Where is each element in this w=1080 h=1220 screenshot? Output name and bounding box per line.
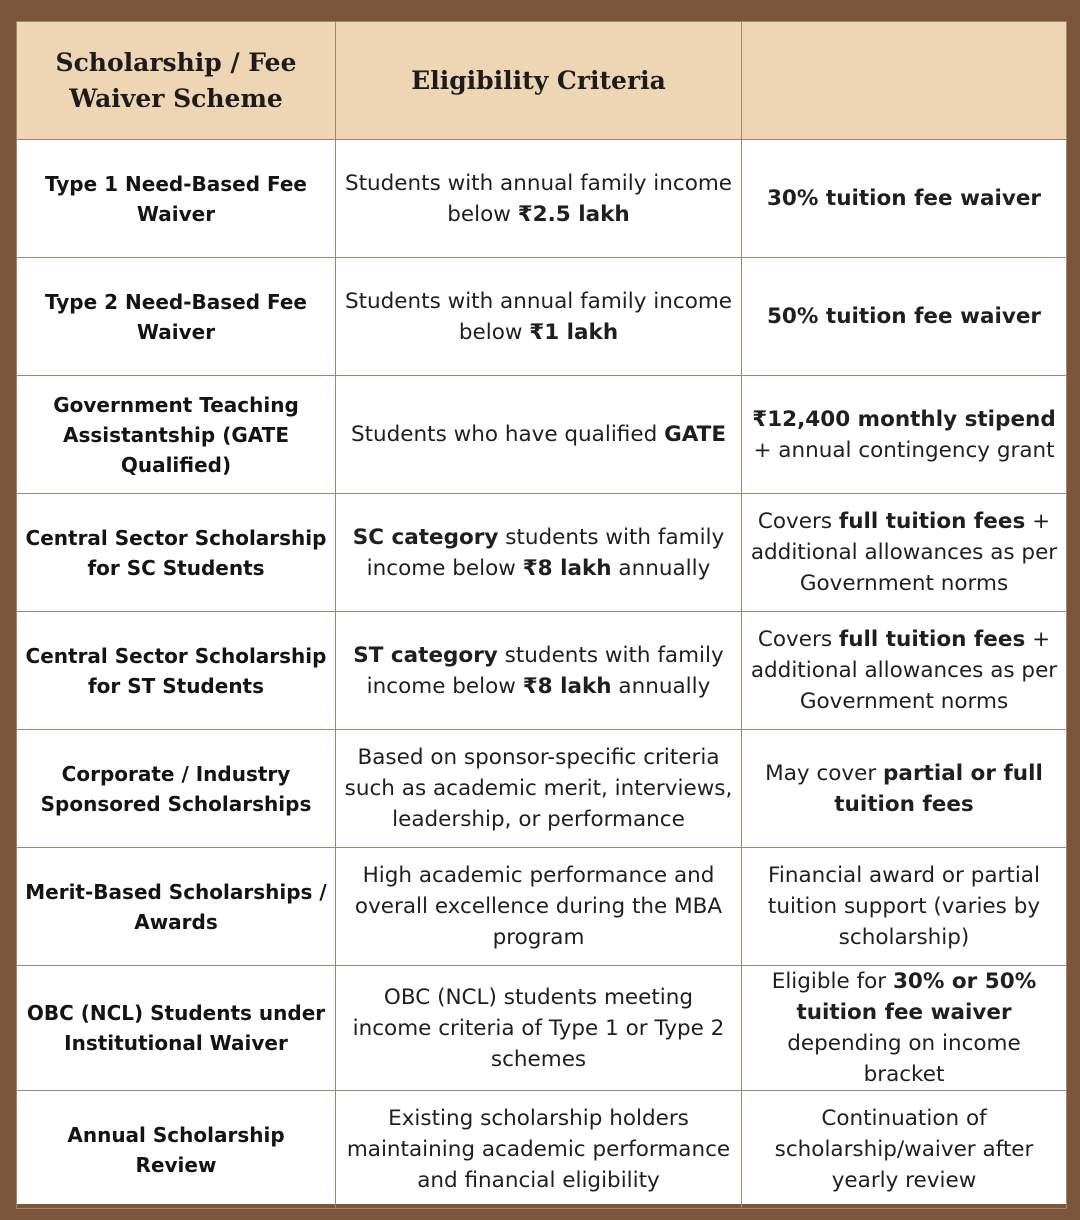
bold-text: ₹2.5 lakh bbox=[517, 201, 630, 227]
text-segment: + annual contingency grant bbox=[753, 437, 1055, 463]
text-segment: Students who have qualified bbox=[350, 422, 665, 447]
text-segment: students with family income below bbox=[366, 524, 725, 581]
bold-text: ₹1 lakh bbox=[529, 319, 619, 345]
text-segment: May cover bbox=[765, 760, 884, 786]
text-segment: Continuation of scholarship/waiver after yearly review bbox=[774, 1106, 1034, 1193]
table-row bbox=[17, 612, 1067, 730]
benefit-cell bbox=[742, 140, 1067, 258]
table-row bbox=[17, 258, 1067, 376]
scheme-cell: Type 1 Need-Based Fee Waiver bbox=[17, 140, 336, 258]
text-segment: annually bbox=[611, 555, 711, 581]
bold-text: SC category bbox=[352, 524, 499, 550]
text-segment: + additional allowances as per Government norms bbox=[750, 509, 1058, 596]
text-segment: depending on income bracket bbox=[787, 1031, 1021, 1087]
bold-text: full tuition fees bbox=[838, 627, 1026, 652]
scholarship-table bbox=[16, 21, 1067, 1209]
text-segment: Students with annual family income below bbox=[344, 170, 733, 227]
bold-text: ST category bbox=[353, 642, 498, 668]
bold-text: 30% or 50% tuition fee waiver bbox=[796, 969, 1037, 1025]
eligibility-cell bbox=[336, 376, 742, 494]
table-body bbox=[17, 140, 1067, 1209]
text-segment: Covers bbox=[757, 627, 839, 652]
text-segment: students with family income below bbox=[366, 642, 724, 699]
text-segment: Covers bbox=[757, 509, 839, 534]
scheme-cell: Central Sector Scholarship for SC Students bbox=[17, 494, 336, 612]
eligibility-cell bbox=[336, 258, 742, 376]
table-row bbox=[17, 376, 1067, 494]
eligibility-cell bbox=[336, 730, 742, 848]
scheme-cell: Merit-Based Scholarships / Awards bbox=[17, 848, 336, 966]
text-segment: OBC (NCL) students meeting income criteria of Type 1 or Type 2 schemes bbox=[352, 984, 725, 1072]
text-segment: Existing scholarship holders maintaining academic performance and financial eligibility bbox=[346, 1106, 731, 1193]
table-row bbox=[17, 140, 1067, 258]
bold-text: GATE bbox=[664, 422, 727, 447]
header-eligibility: Eligibility Criteria bbox=[336, 22, 742, 140]
scheme-cell: Central Sector Scholarship for ST Students bbox=[17, 612, 336, 730]
eligibility-cell bbox=[336, 494, 742, 612]
benefit-cell bbox=[742, 258, 1067, 376]
bold-text: ₹8 lakh bbox=[522, 673, 612, 699]
scheme-cell: Corporate / Industry Sponsored Scholarships bbox=[17, 730, 336, 848]
bold-text: ₹8 lakh bbox=[522, 555, 612, 581]
benefit-cell bbox=[742, 494, 1067, 612]
eligibility-cell bbox=[336, 848, 742, 966]
header-row bbox=[17, 22, 1067, 140]
benefit-cell bbox=[742, 966, 1067, 1091]
bold-text: 30% tuition fee waiver bbox=[766, 186, 1042, 211]
header-scheme: Scholarship / Fee Waiver Scheme bbox=[17, 22, 336, 140]
scheme-cell: Annual Scholarship Review bbox=[17, 1091, 336, 1209]
text-segment: annually bbox=[611, 673, 711, 699]
table-row bbox=[17, 1091, 1067, 1209]
benefit-cell bbox=[742, 848, 1067, 966]
header-benefit bbox=[742, 22, 1067, 140]
table-row bbox=[17, 848, 1067, 966]
table-row bbox=[17, 966, 1067, 1091]
bold-text: partial or full tuition fees bbox=[834, 760, 1043, 817]
bold-text: 50% tuition fee waiver bbox=[766, 304, 1042, 329]
text-segment: + additional allowances as per Government norms bbox=[750, 627, 1058, 714]
text-segment: Eligible for bbox=[771, 969, 893, 994]
benefit-cell bbox=[742, 376, 1067, 494]
benefit-cell bbox=[742, 612, 1067, 730]
benefit-cell bbox=[742, 1091, 1067, 1209]
text-segment: High academic performance and overall excellence during the MBA program bbox=[354, 863, 723, 950]
benefit-cell bbox=[742, 730, 1067, 848]
table-row bbox=[17, 494, 1067, 612]
bold-text: ₹12,400 monthly stipend bbox=[752, 406, 1056, 432]
eligibility-cell bbox=[336, 1091, 742, 1209]
eligibility-cell bbox=[336, 140, 742, 258]
text-segment: Based on sponsor-specific criteria such as academic merit, interviews, leadership, or performance bbox=[344, 745, 733, 832]
eligibility-cell bbox=[336, 612, 742, 730]
bold-text: full tuition fees bbox=[838, 509, 1026, 534]
scheme-cell: Type 2 Need-Based Fee Waiver bbox=[17, 258, 336, 376]
scheme-cell: OBC (NCL) Students under Institutional Waiver bbox=[17, 966, 336, 1091]
text-segment: Students with annual family income below bbox=[344, 288, 733, 345]
scheme-cell: Government Teaching Assistantship (GATE Qualified) bbox=[17, 376, 336, 494]
scholarship-table-frame bbox=[16, 21, 1066, 1204]
text-segment: Financial award or partial tuition support (varies by scholarship) bbox=[767, 863, 1041, 950]
table-row bbox=[17, 730, 1067, 848]
eligibility-cell bbox=[336, 966, 742, 1091]
